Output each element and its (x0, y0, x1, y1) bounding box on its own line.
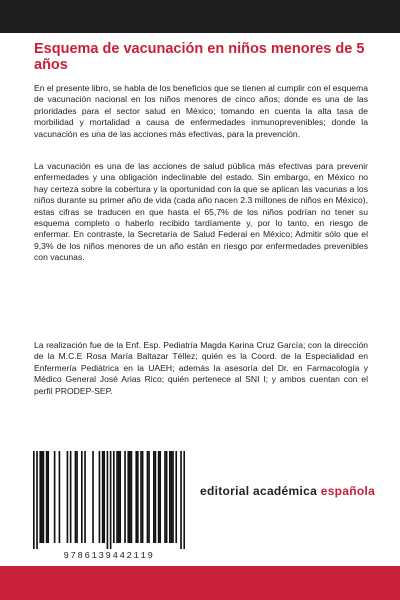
barcode-bar (180, 451, 182, 549)
barcode-bar (41, 451, 43, 543)
barcode-bar (158, 451, 160, 543)
barcode-bar (54, 451, 56, 543)
barcode-bar (131, 451, 133, 543)
barcode-bar (81, 451, 83, 543)
barcode-bar (175, 451, 177, 543)
barcode-bar (164, 451, 166, 543)
barcode-bar (113, 451, 115, 543)
barcode-bar (84, 451, 86, 543)
barcode-bar (172, 451, 174, 543)
barcode-bar (166, 451, 168, 543)
barcode-bar (118, 451, 120, 543)
barcode-bar (119, 451, 121, 543)
summary-paragraph-1: En el presente libro, se habla de los beneficios que se tienen al cumplir con el esquema de vacunación nacional en los niños menores de cinco años; donde es una de las prioridades para el sector salud en México; tomando en cuenta la alta tasa de morbilidad y mortalidad a causa de enfermedades inmunoprevenibles; donde la vacunación es una de las acciones más efectivas, para la prevención. (34, 83, 368, 139)
barcode-bar (147, 451, 149, 543)
bottom-band (0, 566, 400, 600)
barcode-bar (59, 451, 61, 543)
barcode-bar (39, 451, 41, 543)
barcode-bar (110, 451, 112, 549)
barcode-bar (153, 451, 155, 543)
barcode-bar (171, 451, 173, 543)
barcode-bar (67, 451, 69, 543)
barcode-bar (159, 451, 161, 543)
publisher-name: editorial académica (200, 484, 321, 498)
barcode-bar (116, 451, 118, 543)
top-band (0, 0, 400, 33)
publisher-name-accent: española (320, 484, 376, 498)
barcode-bar (70, 451, 72, 543)
barcode-bar (127, 451, 129, 543)
barcode-bar (47, 451, 49, 543)
barcode-icon (33, 451, 185, 549)
barcode-bar (155, 451, 157, 543)
author-paragraph: La realización fue de la Enf. Esp. Pediatría Magda Karina Cruz García; con la dirección de la M.C.E Rosa María Baltazar Téllez; quién es la Coord. de la Especialidad en Enfermería Pediátrica en la UAEH; además la asesoría del Dr. en Farmacología y Médico General José Arias Rico; quién pertenece al SNI I; y ambos cuentan con el perfil PRODEP-SEP. (34, 340, 368, 396)
barcode-bar (75, 451, 77, 543)
isbn-barcode (33, 451, 185, 549)
barcode-bar (148, 451, 150, 543)
barcode-bar (107, 451, 109, 549)
barcode-bar (33, 451, 35, 549)
barcode-bar (99, 451, 101, 543)
barcode-bar (140, 451, 142, 543)
barcode-bar (43, 451, 45, 543)
barcode-bar (137, 451, 139, 543)
barcode-bar (135, 451, 137, 543)
barcode-bar (183, 451, 185, 549)
barcode-bar (36, 451, 38, 549)
barcode-bar (103, 451, 105, 543)
barcode-bar (129, 451, 131, 543)
barcode-bar (46, 451, 48, 543)
barcode-bar (142, 451, 144, 543)
barcode-bar (92, 451, 94, 543)
isbn-number: 9786139442119 (63, 551, 155, 561)
publisher-logo (200, 484, 380, 498)
barcode-bar (76, 451, 78, 543)
barcode-bar (124, 451, 126, 543)
summary-paragraph-2: La vacunación es una de las acciones de salud pública más efectivas para prevenir enfermedades y una obligación indeclinable del estado. Sin embargo, en México no hay certeza sobre la cobertura y la oportunidad con la que se aplican las vacunas a los niños durante su primer año de vida (cada año nacen 2.3 millones de niños en México), estas cifras se traducen en que hasta el 65,7% de los niños podrían no tener su esquema completo o haberlo recibido tardíamente y, por lo tanto, en riesgo de enfermar. En contraste, la Secretaría de Salud Federal en México; Admitir sólo que el 9,3% de los niños menores de un año están en riesgo por enfermedades prevenibles con vacunas. (34, 161, 368, 263)
barcode-bar (169, 451, 171, 543)
barcode-bar (102, 451, 104, 543)
book-title: Esquema de vacunación en niños menores de 5 años (34, 41, 365, 73)
